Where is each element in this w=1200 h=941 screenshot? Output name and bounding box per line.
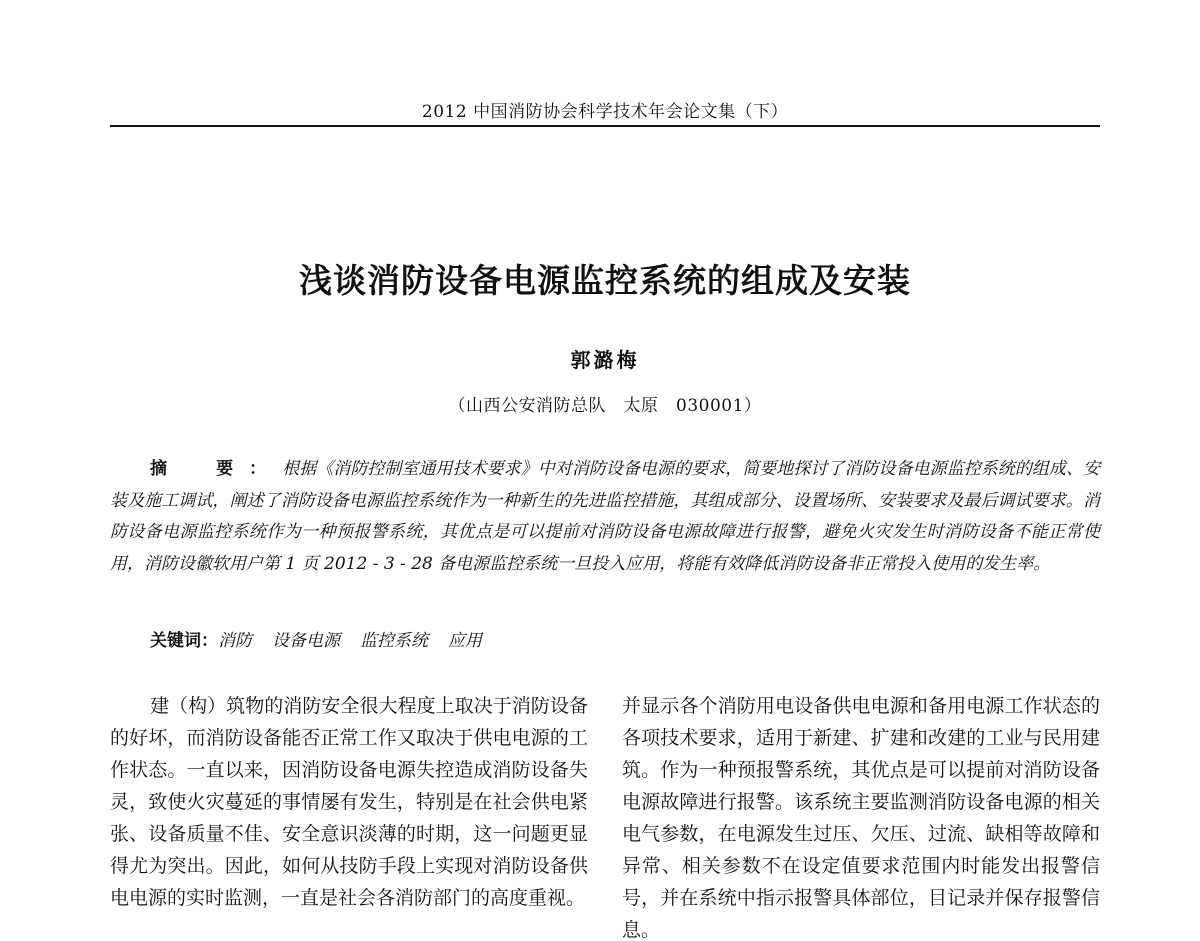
keyword-term: 消防 [218,631,252,651]
keyword-term: 监控系统 [360,631,428,651]
body-left-column: 建（构）筑物的消防安全很大程度上取决于消防设备的好坏，而消防设备能否正常工作又取决于供电电源的工作状态。一直以来，因消防设备电源失控造成消防设备失灵，致使火灾蔓延的事情屡有发生，特别是在社会供电紧张、设备质量不佳、安全意识淡薄的时期，这一问题更显得尤为突出。因此，如何从技防手段上实现对消防设备供电电源的实时监测，一直是社会各消防部门的高度重视。 [110,695,588,909]
author-name: 郭潞梅 [570,348,640,372]
header-rule [110,125,1100,127]
keyword-term: 设备电源 [272,631,340,651]
abstract-label: 摘 要： [150,459,283,479]
keyword-list [218,631,502,651]
running-header: 2012 中国消防协会科学技术年会论文集（下） [421,102,789,122]
abstract-text: 根据《消防控制室通用技术要求》中对消防设备电源的要求，简要地探讨了消防设备电源监控系统的组成、安装及施工调试，阐述了消防设备电源监控系统作为一种新生的先进监控措施，其组成部分、设置场所、安装要求及最后调试要求。消防设备电源监控系统作为一种预报警系统，其优点是可以提前对消防设备电源故障进行报警，避免火灾发生时消防设备不能正常使用，消防设徽软用户第 1 页 2012 - 3 - 28 备电源监控系统一旦投入应用，将能有效降低消防设备非正常投入使用的发生率。 [110,459,1101,574]
keyword-term: 应用 [448,631,482,651]
author-affiliation: （山西公安消防总队 太原 030001） [448,396,762,416]
keywords-label: 关键词： [150,631,218,651]
keywords [150,626,1100,656]
body-right-column: 并显示各个消防用电设备供电电源和备用电源工作状态的各项技术要求，适用于新建、扩建和改建的工业与民用建筑。作为一种预报警系统，其优点是可以提前对消防设备电源故障进行报警。该系统主要监测消防设备电源的相关电气参数，在电源发生过压、欠压、过流、缺相等故障和异常、相关参数不在设定值要求范围内时能发出报警信号，并在系统中指示报警具体部位，目记录并保存报警信息。 [622,695,1100,941]
abstract [110,454,1100,580]
paper-title: 浅谈消防设备电源监控系统的组成及安装 [299,261,911,300]
